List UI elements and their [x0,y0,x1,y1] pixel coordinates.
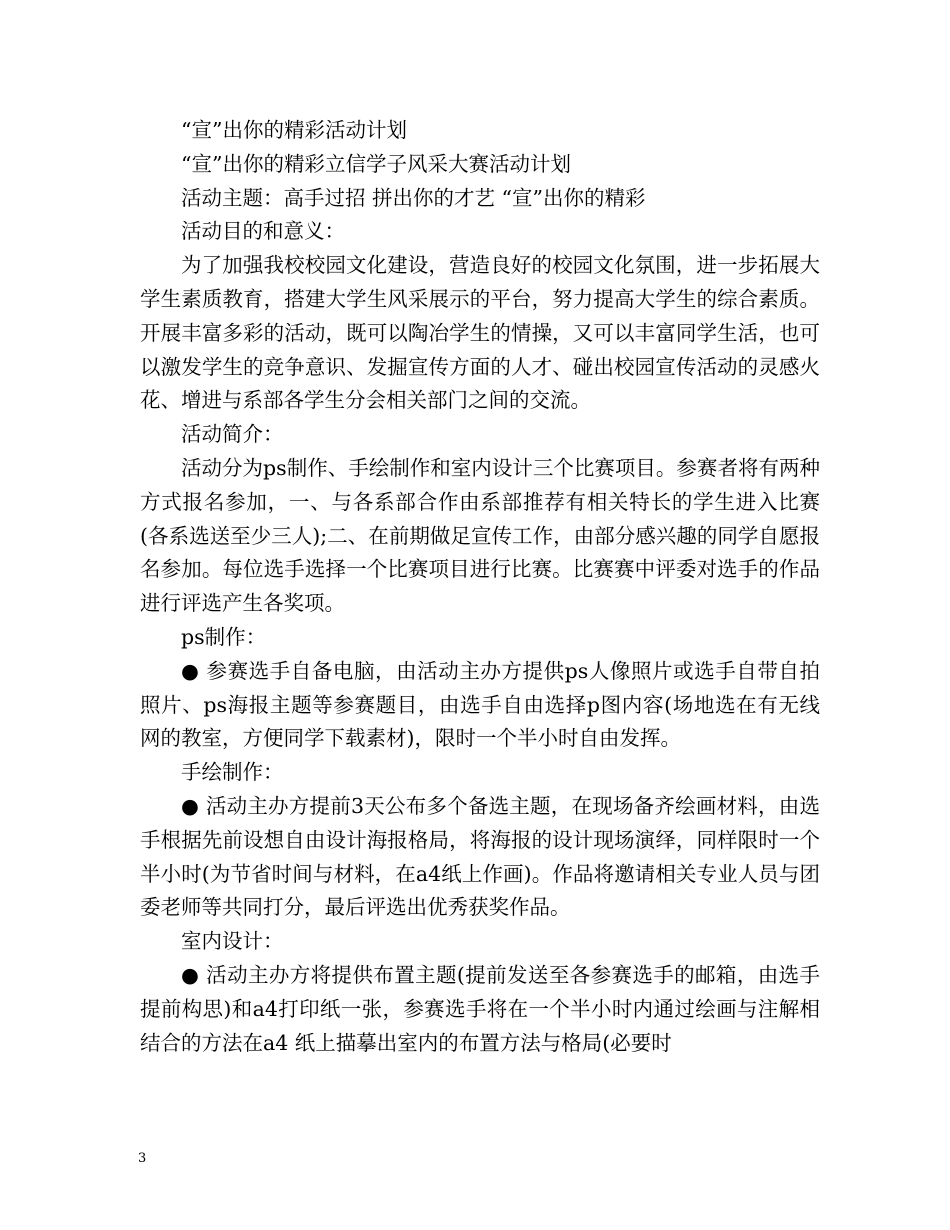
page-number: 3 [138,1151,147,1166]
purpose-paragraph: 为了加强我校校园文化建设，营造良好的校园文化氛围，进一步拓展大学生素质教育，搭建大学生风采展示的平台，努力提高大学生的综合素质。开展丰富多彩的活动，既可以陶冶学生的情操，又可以丰富同学生活，也可以激发学生的竞争意识、发掘宣传方面的人才、碰出校园宣传活动的灵感火花、增进与系部各学生分会相关部门之间的交流。 [140,253,820,413]
section-heading-ps: ps制作： [181,624,267,649]
activity-theme: 活动主题：高手过招 拼出你的才艺 “宣”出你的精彩 [181,185,646,210]
ps-bullet-paragraph: ● 参赛选手自备电脑，由活动主办方提供ps人像照片或选手自带自拍照片、ps海报主题等参赛题目，由选手自由选择p图内容(场地选在有无线网的教室，方便同学下载素材)，限时一个半小时自由发挥。 [140,658,820,751]
introduction-paragraph: 活动分为ps制作、手绘制作和室内设计三个比赛项目。参赛者将有两种方式报名参加，一、与各系部合作由系部推荐有相关特长的学生进入比赛(各系选送至少三人);二、在前期做足宣传工作，由部分感兴趣的同学自愿报名参加。每位选手选择一个比赛项目进行比赛。比赛赛中评委对选手的作品进行评选产生各奖项。 [140,455,820,616]
section-heading-purpose: 活动目的和意义： [181,219,345,244]
section-heading-hand-drawing: 手绘制作： [181,760,284,785]
section-heading-introduction: 活动简介： [181,422,284,447]
section-heading-interior-design: 室内设计： [181,929,284,954]
hand-drawing-bullet-paragraph: ● 活动主办方提前3天公布多个备选主题，在现场备齐绘画材料，由选手根据先前设想自由设计海报格局，将海报的设计现场演绎，同样限时一个半小时(为节省时间与材料，在a4纸上作画)。作品将邀请相关专业人员与团委老师等共同打分，最后评选出优秀获奖作品。 [140,793,820,920]
interior-design-bullet-paragraph: ● 活动主办方将提供布置主题(提前发送至各参赛选手的邮箱，由选手提前构思)和a4打印纸一张，参赛选手将在一个半小时内通过绘画与注解相结合的方法在a4 纸上描摹出室内的布置方法与格局(必要时 [140,962,820,1055]
document-subtitle: “宣”出你的精彩立信学子风采大赛活动计划 [181,151,571,176]
document-title: “宣”出你的精彩活动计划 [181,118,407,142]
document-body [140,114,820,1060]
